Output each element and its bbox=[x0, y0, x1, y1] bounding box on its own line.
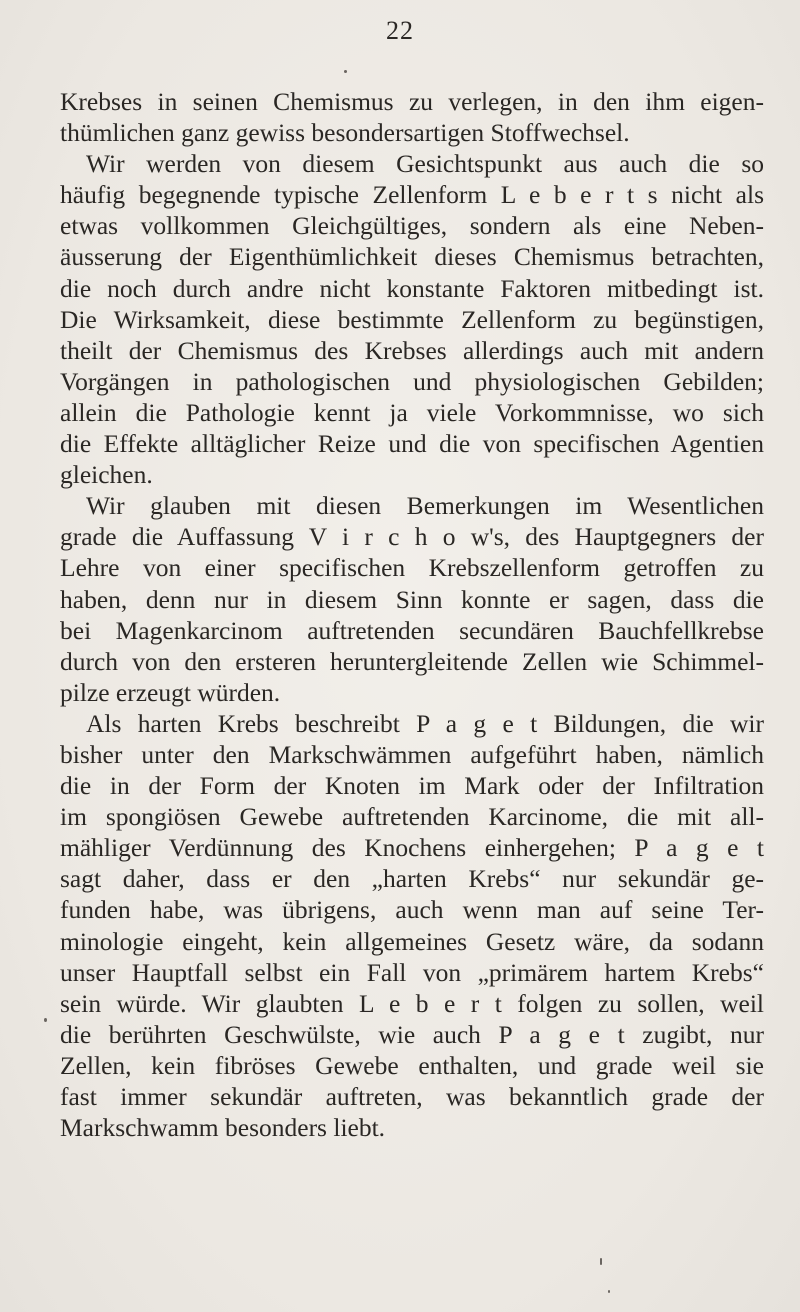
scan-speck bbox=[44, 1018, 47, 1022]
scan-speck bbox=[608, 1290, 610, 1293]
text-line: gleichen. bbox=[60, 460, 153, 490]
text-line: minologie eingeht, kein allgemeines Gesetz wäre, da sodann bbox=[60, 926, 764, 956]
text-line: Lehre von einer specifischen Krebszellenform getroffen zu bbox=[60, 553, 764, 583]
text-line: funden habe, was übrigens, auch wenn man auf seine Ter- bbox=[60, 895, 764, 925]
text-line: sein würde. Wir glaubten L e b e r t folgen zu sollen, weil bbox=[60, 988, 764, 1018]
body-text bbox=[60, 86, 764, 1143]
text-line: etwas vollkommen Gleichgültiges, sondern als eine Neben- bbox=[60, 211, 764, 241]
page-number: 22 bbox=[386, 16, 414, 45]
text-line: Vorgängen in pathologischen und physiologischen Gebilden; bbox=[60, 366, 764, 396]
text-line: die noch durch andre nicht konstante Faktoren mitbedingt ist. bbox=[60, 273, 764, 303]
text-line: bei Magenkarcinom auftretenden secundären Bauchfellkrebse bbox=[60, 615, 764, 645]
text-line: haben, denn nur in diesem Sinn konnte er sagen, dass die bbox=[60, 584, 764, 614]
text-line: Die Wirksamkeit, diese bestimmte Zellenform zu begünstigen, bbox=[60, 304, 764, 334]
text-line: Als harten Krebs beschreibt P a g e t Bildungen, die wir bbox=[86, 708, 764, 738]
scan-speck bbox=[600, 1258, 602, 1265]
text-line: im spongiösen Gewebe auftretenden Karcinome, die mit all- bbox=[60, 802, 764, 832]
text-line: mähliger Verdünnung des Knochens einhergehen; P a g e t bbox=[60, 833, 764, 863]
text-line: Markschwamm besonders liebt. bbox=[60, 1113, 386, 1143]
scan-speck bbox=[344, 70, 347, 73]
text-line: die Effekte alltäglicher Reize und die von specifischen Agentien bbox=[60, 429, 764, 459]
text-line: durch von den ersteren heruntergleitende Zellen wie Schimmel- bbox=[60, 646, 764, 676]
text-line: bisher unter den Markschwämmen aufgeführt haben, nämlich bbox=[60, 739, 764, 769]
text-line: Wir werden von diesem Gesichtspunkt aus auch die so bbox=[86, 149, 764, 179]
text-line: allein die Pathologie kennt ja viele Vorkommnisse, wo sich bbox=[60, 397, 764, 427]
text-line: Zellen, kein fibröses Gewebe enthalten, und grade weil sie bbox=[60, 1050, 764, 1080]
text-line: sagt daher, dass er den „harten Krebs“ nur sekundär ge- bbox=[60, 864, 764, 894]
text-line: die berührten Geschwülste, wie auch P a g e t zugibt, nur bbox=[60, 1019, 764, 1049]
text-line: häufig begegnende typische Zellenform L e b e r t s nicht als bbox=[60, 180, 764, 210]
text-line: die in der Form der Knoten im Mark oder der Infiltration bbox=[60, 771, 764, 801]
text-line: thümlichen ganz gewiss besondersartigen Stoffwechsel. bbox=[60, 118, 630, 148]
text-line: fast immer sekundär auftreten, was bekanntlich grade der bbox=[60, 1082, 764, 1111]
text-line: theilt der Chemismus des Krebses allerdings auch mit andern bbox=[60, 335, 764, 365]
text-line: grade die Auffassung V i r c h o w's, des Hauptgegners der bbox=[60, 522, 764, 552]
text-line: äusserung der Eigenthümlichkeit dieses Chemismus betrachten, bbox=[60, 242, 764, 272]
text-line: Wir glauben mit diesen Bemerkungen im Wesentlichen bbox=[86, 491, 764, 521]
text-line: unser Hauptfall selbst ein Fall von „primärem hartem Krebs“ bbox=[60, 957, 764, 987]
text-line: Krebses in seinen Chemismus zu verlegen, in den ihm eigen- bbox=[60, 87, 764, 116]
text-line: pilze erzeugt würden. bbox=[60, 677, 281, 707]
